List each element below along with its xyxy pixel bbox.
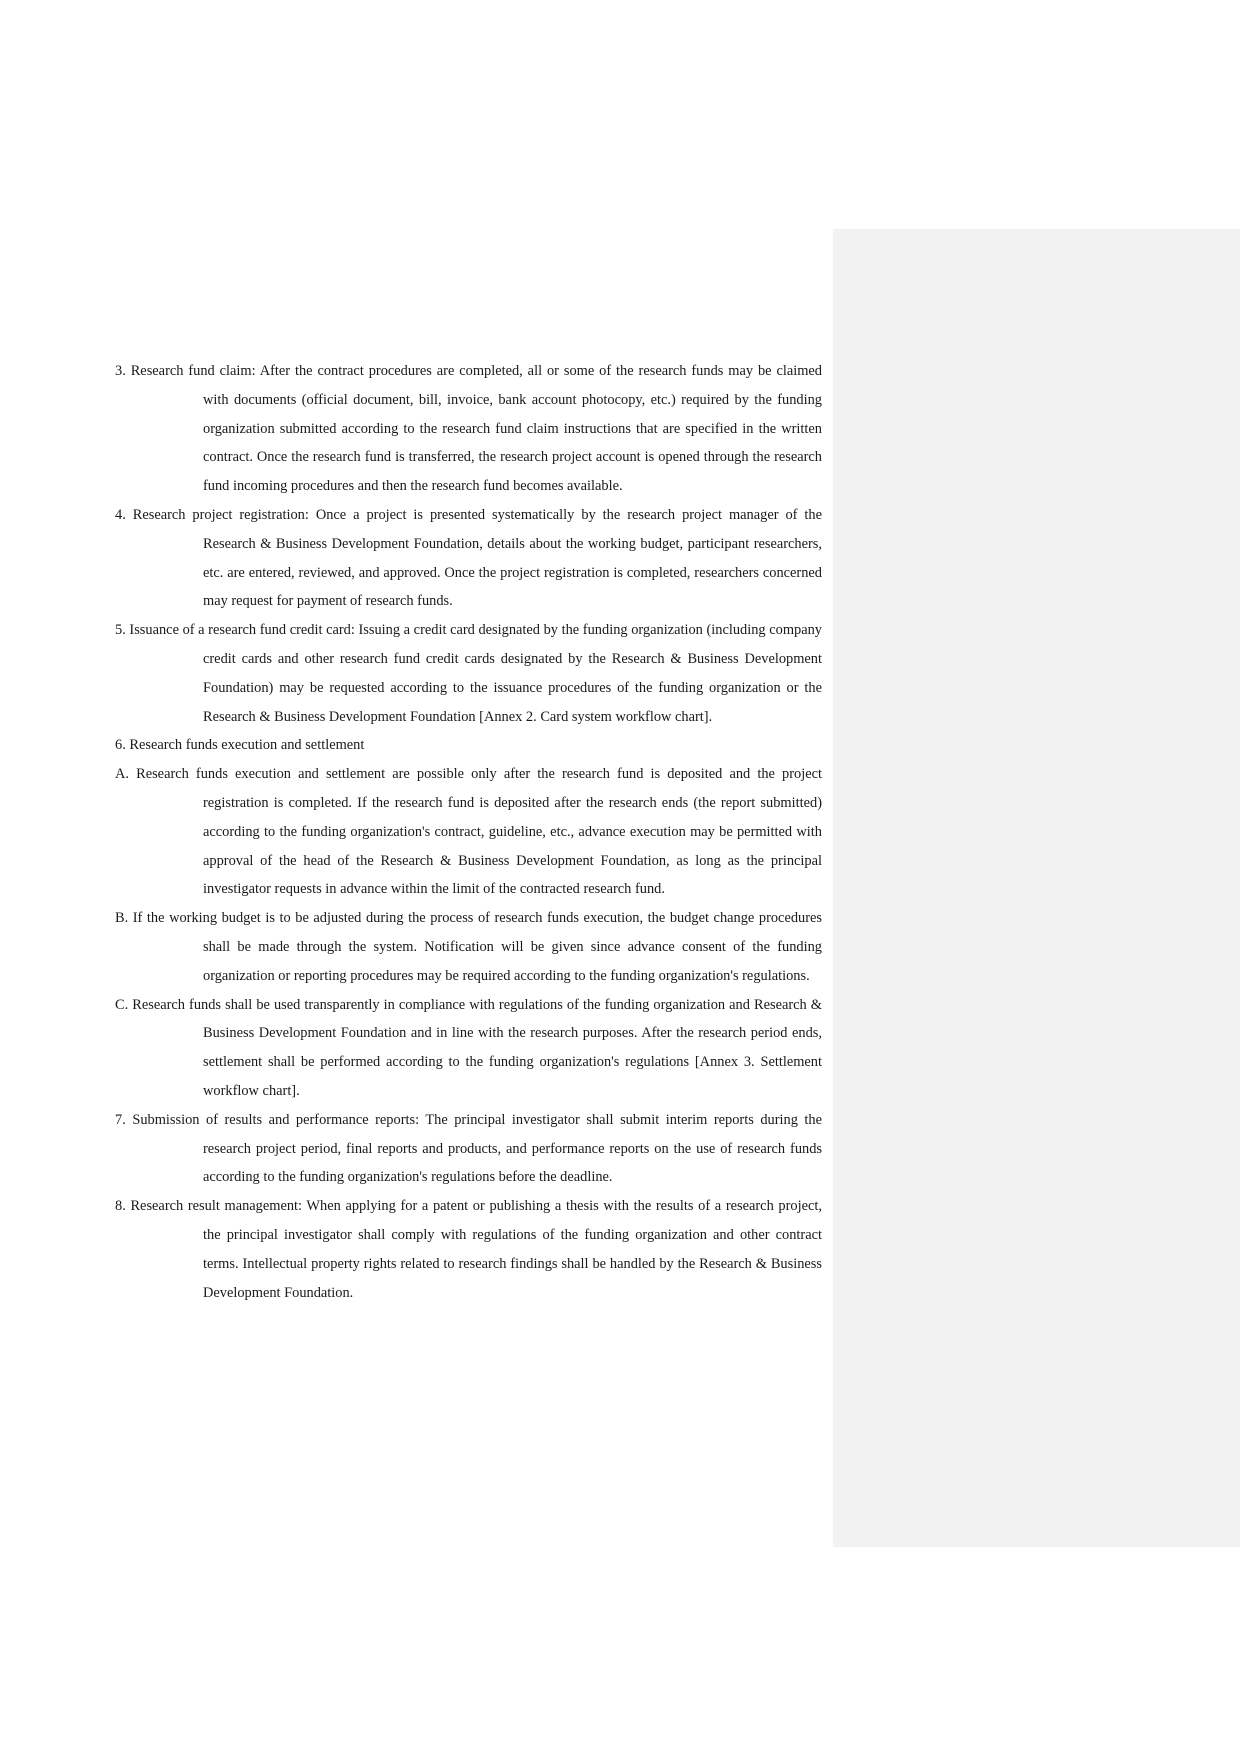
clause-3-research-fund-claim: 3. Research fund claim: After the contract procedures are completed, all or some of the research funds may be claimed with documents (official document, bill, invoice, bank account photocopy, etc.) required by the funding organization submitted according to the research fund claim instructions that are specified in the written contract. Once the research fund is transferred, the research project account is opened through the research fund incoming procedures and then the research fund becomes available. [115, 363, 822, 495]
clause-6c: C. Research funds shall be used transparently in compliance with regulations of the funding organization and Research & Business Development Foundation and in line with the research purposes. After the research period ends, settlement shall be performed according to the funding organization's regulations [Annex 3. Settlement workflow chart]. [115, 996, 822, 1099]
clause-6a: A. Research funds execution and settlement are possible only after the research fund is deposited and the project registration is completed. If the research fund is deposited after the research ends (the report submitted) according to the funding organization's contract, guideline, etc., advance execution may be permitted with approval of the head of the Research & Business Development Foundation, as long as the principal investigator requests in advance within the limit of the contracted research fund. [115, 766, 822, 898]
clause-6-heading: 6. Research funds execution and settlement [115, 737, 365, 754]
comment-margin-pane [833, 229, 1240, 1547]
clause-6b: B. If the working budget is to be adjusted during the process of research funds execution, the budget change procedures shall be made through the system. Notification will be given since advance consent of the funding organization or reporting procedures may be required according to the funding organization's regulations. [115, 910, 822, 984]
document-body [115, 357, 822, 1307]
clause-4-research-project-registration: 4. Research project registration: Once a project is presented systematically by the research project manager of the Research & Business Development Foundation, details about the working budget, participant researchers, etc. are entered, reviewed, and approved. Once the project registration is completed, researchers concerned may request for payment of research funds. [115, 506, 822, 610]
clause-7-results-reports: 7. Submission of results and performance reports: The principal investigator shall submit interim reports during the research project period, final reports and products, and performance reports on the use of research funds according to the funding organization's regulations before the deadline. [115, 1111, 822, 1186]
clause-8-result-management: 8. Research result management: When applying for a patent or publishing a thesis with the results of a research project, the principal investigator shall comply with regulations of the funding organization and other contract terms. Intellectual property rights related to research findings shall be handled by the Research & Business Development Foundation. [115, 1198, 822, 1301]
clause-5-credit-card-issuance: 5. Issuance of a research fund credit card: Issuing a credit card designated by the funding organization (including company credit cards and other research fund credit cards designated by the Research & Business Development Foundation) may be requested according to the issuance procedures of the funding organization or the Research & Business Development Foundation [Annex 2. Card system workflow chart]. [115, 622, 822, 725]
